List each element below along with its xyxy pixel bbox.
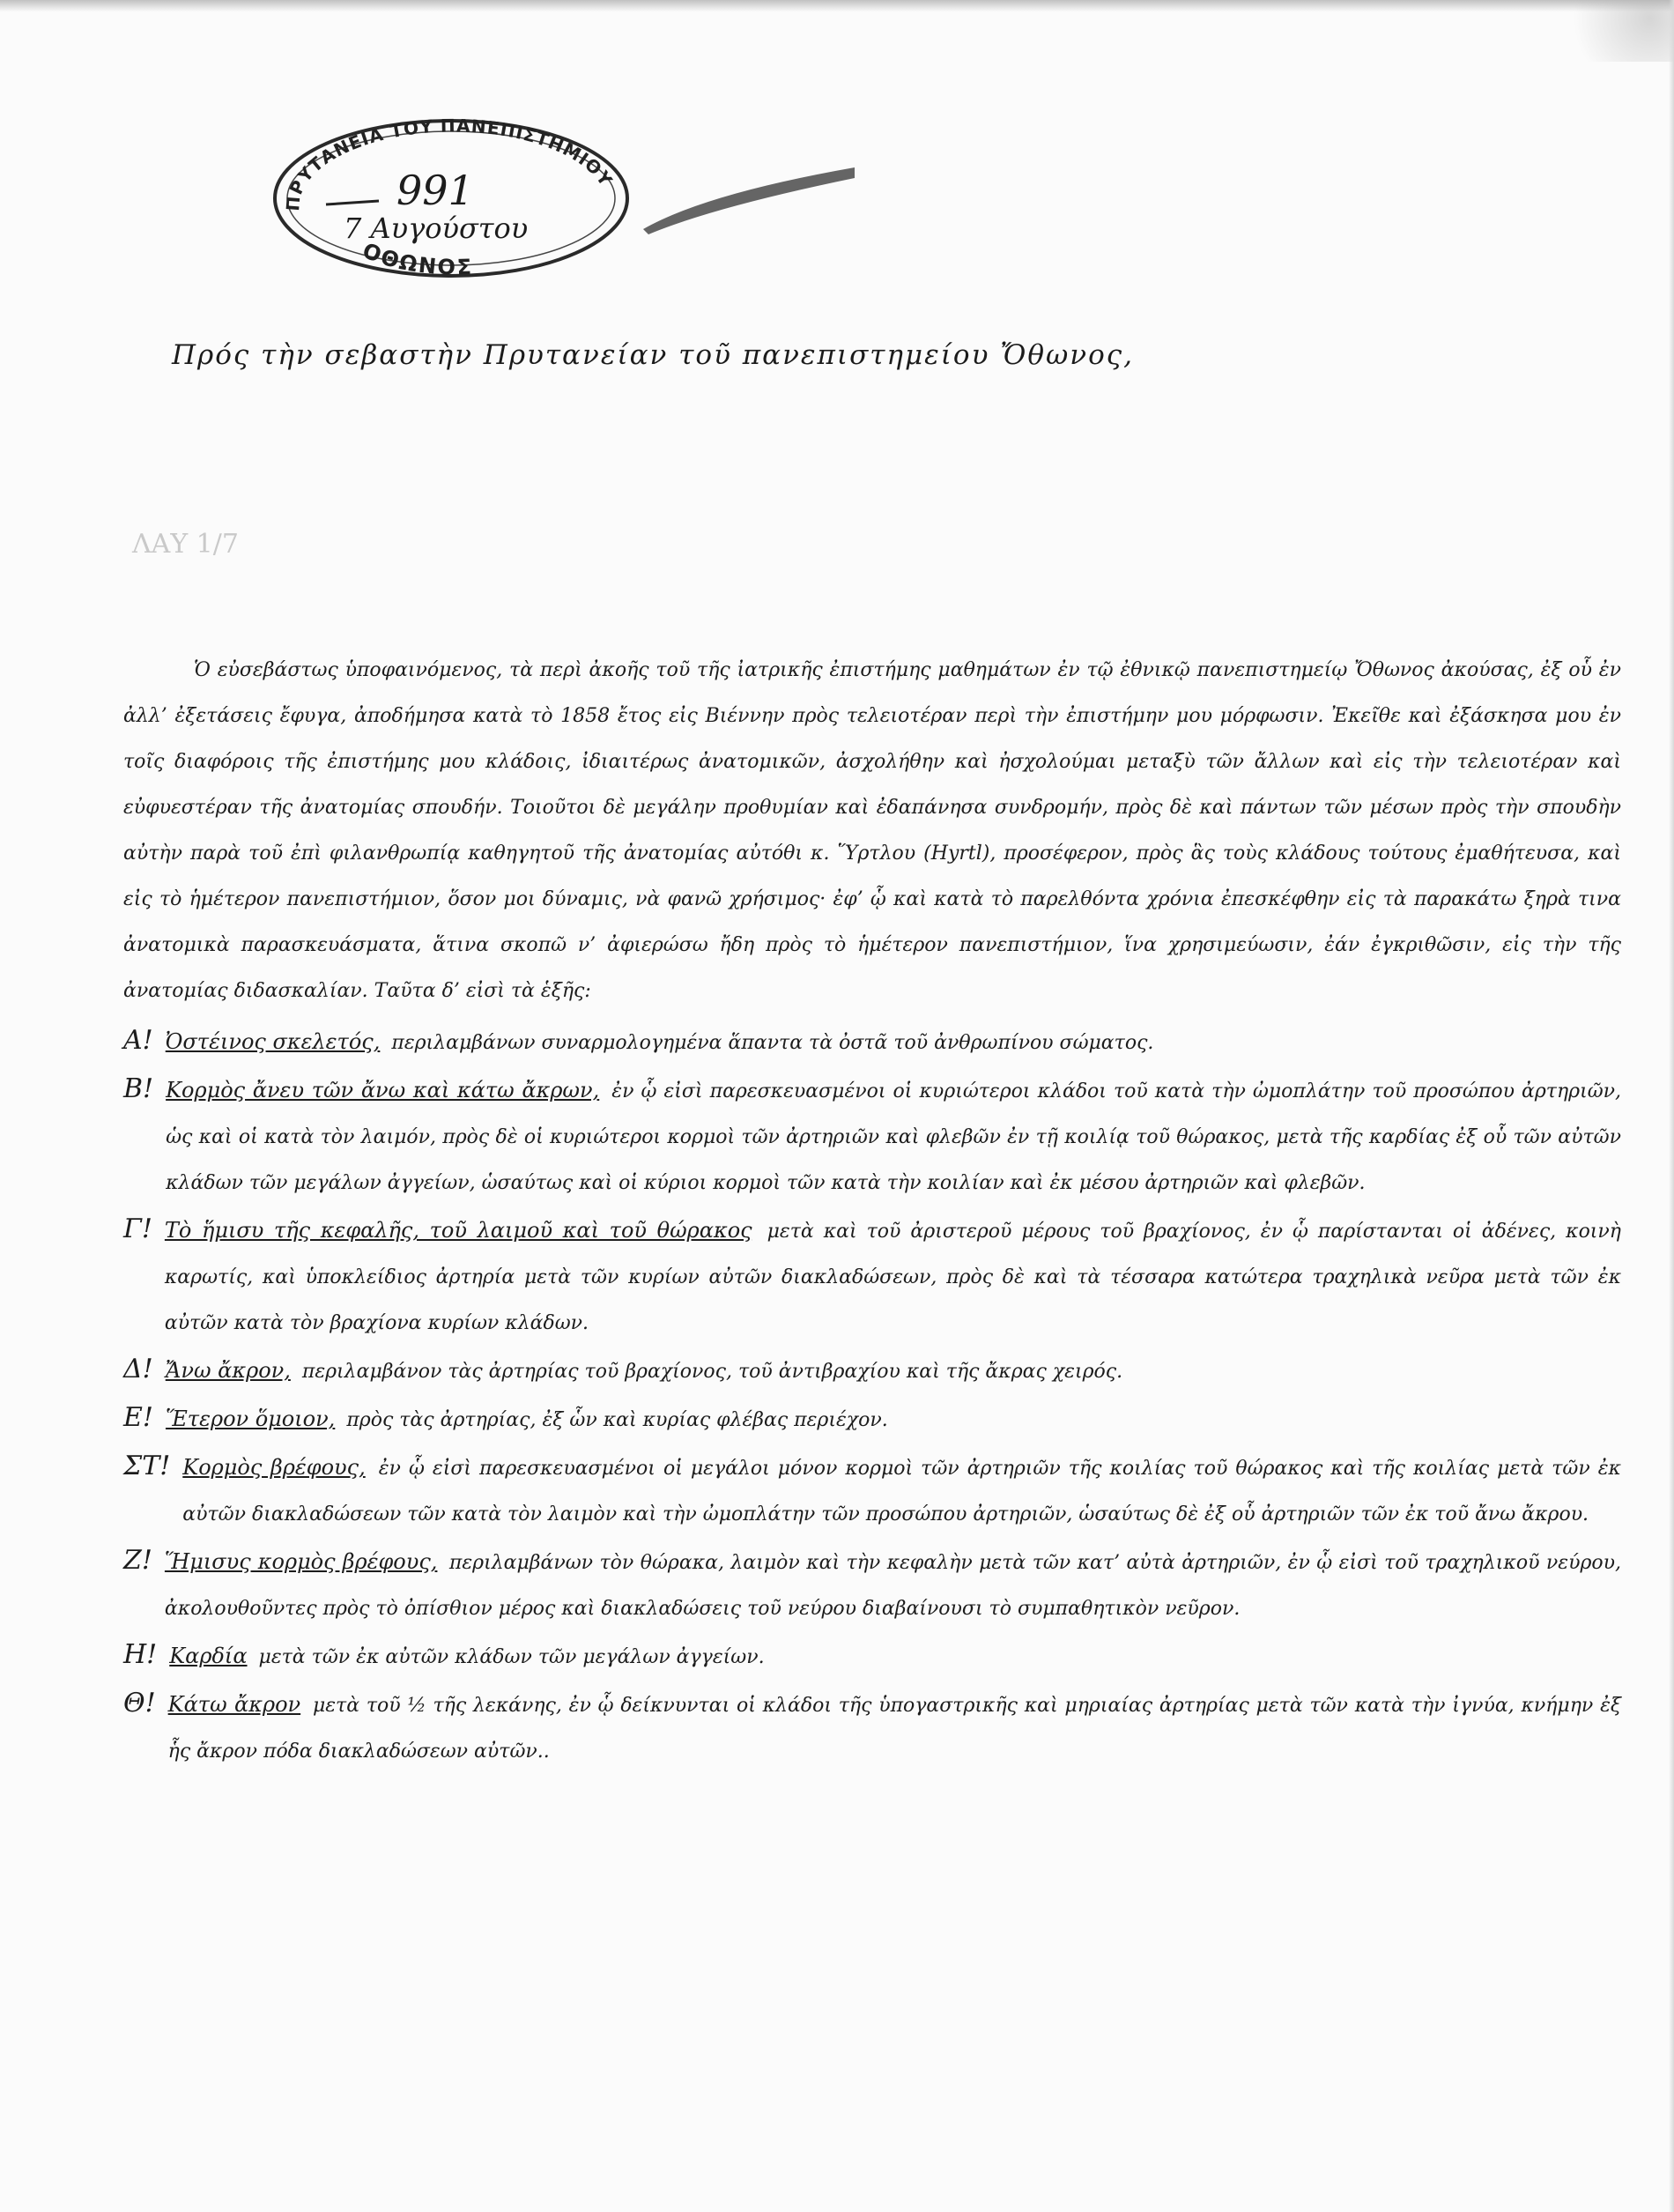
list-item-text	[166, 1396, 1621, 1444]
list-item-body: ἐν ᾧ εἰσὶ παρεσκευασμένοι οἱ μεγάλοι μόνον κορμοὶ τῶν ἀρτηριῶν τῆς κοιλίας τοῦ θώρακος καὶ τῆς κοιλίας μετὰ τῶν ἐκ αὐτῶν διακλαδώσεων τῶν κατὰ τὸν λαιμὸν καὶ τὴν ὠμοπλάτην τῶν προσώπου ἀρτηριῶν, ὡσαύτως δὲ ἐξ οὗ ἀρτηριῶν τῶν ἐκ τοῦ ἄνω ἄκρου.	[182, 1458, 1621, 1525]
list-item-number: Ε!	[123, 1402, 153, 1433]
scan-top-edge	[0, 0, 1674, 12]
list-item-title: Ἥμισυς κορμὸς βρέφους,	[164, 1549, 438, 1574]
scan-right-edge	[1669, 0, 1674, 2212]
list-item-number: Δ!	[123, 1354, 153, 1384]
list-item-title: Ὀστέινος σκελετός,	[165, 1029, 381, 1054]
list-item-title: Κορμὸς βρέφους,	[182, 1455, 366, 1480]
list-item-body: μετὰ τῶν ἐκ αὐτῶν κλάδων τῶν μεγάλων ἀγγείων.	[258, 1646, 765, 1668]
list-item-title: Ἕτερον ὅμοιον,	[165, 1407, 336, 1431]
list-item	[123, 1206, 1621, 1347]
list-item-body: περιλαμβάνων συναρμολογημένα ἅπαντα τὰ ὀστᾶ τοῦ ἀνθρωπίνου σώματος.	[391, 1032, 1154, 1054]
list-item-number: Η!	[123, 1639, 158, 1670]
faint-reverse-mark: ΛΑΥ 1/7	[132, 529, 239, 560]
list-item	[123, 1347, 1621, 1395]
stamp-date: 7 Αυγούστου	[344, 212, 529, 245]
scan-corner-noise	[1551, 0, 1674, 62]
list-item-text	[165, 1539, 1621, 1632]
list-item-body: ἐν ᾧ εἰσὶ παρεσκευασμένοι οἱ κυριώτεροι κλάδοι τοῦ κατὰ τὴν ὠμοπλάτην τοῦ προσώπου ἀρτηριῶν, ὡς καὶ οἱ κατὰ τὸν λαιμόν, πρὸς δὲ οἱ κυριώτεροι κορμοὶ τῶν ἀρτηριῶν καὶ φλεβῶν ἐν τῇ κοιλίᾳ τοῦ θώρακος, μετὰ τῆς καρδίας ἐξ οὗ τῶν αὐτῶν κλάδων τῶν μεγάλων ἀγγείων, ὡσαύτως καὶ οἱ κύριοι κορμοὶ τῶν κατὰ τὴν κοιλίαν καὶ ἐκ μέσου ἀρτηριῶν καὶ φλεβῶν.	[166, 1080, 1621, 1194]
list-item	[123, 1018, 1621, 1066]
list-item	[123, 1395, 1621, 1444]
ink-smudge	[634, 159, 863, 238]
list-item	[123, 1444, 1621, 1538]
list-item-number: Γ!	[123, 1214, 152, 1244]
letter-body	[123, 648, 1621, 1775]
list-item-body: πρὸς τὰς ἀρτηρίας, ἐξ ὧν καὶ κυρίας φλέβας περιέχον.	[346, 1409, 888, 1431]
list-item	[123, 1538, 1621, 1632]
list-item-number: Α!	[123, 1025, 153, 1056]
list-item	[123, 1066, 1621, 1206]
stamp-bottom-text: ΟΘΩΝΟΣ	[359, 238, 474, 280]
list-item-number: Β!	[123, 1073, 154, 1104]
list-item	[123, 1681, 1621, 1775]
list-item-body: περιλαμβάνων τὸν θώρακα, λαιμὸν καὶ τὴν κεφαλὴν μετὰ τῶν κατ’ αὐτὰ ἀρτηριῶν, ἐν ᾧ εἰσὶ τοῦ τραχηλικοῦ νεύρου, ἀκολουθοῦντες πρὸς τὸ ὀπίσθιον μέρος καὶ διακλαδώσεις τοῦ νεύρου διαβαίνουσι τὸ συμπαθητικὸν νεῦρον.	[164, 1552, 1622, 1620]
list-item-text	[165, 1207, 1621, 1347]
list-item-text	[169, 1633, 1621, 1681]
specimen-list	[123, 1018, 1621, 1775]
list-item	[123, 1632, 1621, 1681]
list-item-title: Καρδία	[169, 1644, 248, 1668]
address-line: Πρός τὴν σεβαστὴν Πρυτανείαν τοῦ πανεπιστημείου Ὄθωνος,	[172, 339, 1134, 371]
list-item-number: ΣΤ!	[123, 1451, 171, 1481]
stamp-outer-text: ΠΡΥΤΑΝΕΙΑ ΤΟΥ ΠΑΝΕΠΙΣΤΗΜΙΟΥ	[282, 115, 618, 212]
list-item-body: μετὰ καὶ τοῦ ἀριστεροῦ μέρους τοῦ βραχίονος, ἐν ᾧ παρίστανται οἱ ἀδένες, κοινὴ καρωτίς, καὶ ὑποκλείδιος ἀρτηρία μετὰ τῶν κυρίων αὐτῶν διακλαδώσεων, πρὸς δὲ καὶ τὰ τέσσαρα κατώτερα τραχηλικὰ νεῦρα μετὰ τῶν ἐκ αὐτῶν κατὰ τὸν βραχίονα κυρίων κλάδων.	[164, 1221, 1621, 1334]
list-item-title: Κάτω ἄκρον	[167, 1692, 301, 1717]
list-item-text	[166, 1067, 1621, 1206]
letter-opening-paragraph: Ὁ εὐσεβάστως ὑποφαινόμενος, τὰ περὶ ἀκοῆς τοῦ τῆς ἰατρικῆς ἐπιστήμης μαθημάτων ἐν τῷ ἐθνικῷ πανεπιστημείῳ Ὄθωνος ἀκούσας, ἐξ οὗ ἐν ἀλλ’ ἐξετάσεις ἔφυγα, ἀποδήμησα κατὰ τὸ 1858 ἔτος εἰς Βιέννην πρὸς τελειοτέραν περὶ τὴν ἐπιστήμην μου μόρφωσιν. Ἐκεῖθε καὶ ἐξάσκησα μου ἐν τοῖς διαφόροις τῆς ἐπιστήμης μου κλάδοις, ἰδιαιτέρως ἀνατομικῶν, ἀσχολήθην καὶ ἠσχολούμαι μεταξὺ τῶν ἄλλων καὶ εἰς τὴν τελειοτέραν καὶ εὐφυεστέραν τῆς ἀνατομίας σπουδήν. Τοιοῦτοι δὲ μεγάλην προθυμίαν καὶ ἐδαπάνησα συνδρομήν, πρὸς δὲ καὶ πάντων τῶν μέσων πρὸς τὴν σπουδὴν αὐτὴν παρὰ τοῦ ἐπὶ φιλανθρωπίᾳ καθηγητοῦ τῆς ἀνατομίας αὐτόθι κ. Ὕρτλου (Hyrtl), προσέφερον, πρὸς ἃς τοὺς κλάδους τούτους ἐμαθήτευσα, καὶ εἰς τὸ ἡμέτερον πανεπιστήμιον, ὅσον μοι δύναμις, νὰ φανῶ χρήσιμος· ἐφ’ ᾧ καὶ κατὰ τὸ παρελθόντα χρόνια ἐπεσκέφθην εἰς τὰ παρακάτω ξηρὰ τινα ἀνατομικὰ παρασκευάσματα, ἅτινα σκοπῶ ν’ ἀφιερώσω ἤδη πρὸς τὸ ἡμέτερον πανεπιστήμιον, ἵνα χρησιμεύωσιν, ἐάν ἐγκριθῶσιν, εἰς τὴν τῆς ἀνατομίας διδασκαλίαν. Ταῦτα δ’ εἰσὶ τὰ ἑξῆς:	[123, 659, 1621, 1002]
list-item-number: Θ!	[123, 1688, 156, 1718]
list-item-title: Ἄνω ἄκρον,	[165, 1358, 291, 1383]
list-item-text	[168, 1681, 1621, 1775]
list-item-body: μετὰ τοῦ ½ τῆς λεκάνης, ἐν ᾧ δείκνυνται οἱ κλάδοι τῆς ὑπογαστρικῆς καὶ μηριαίας ἀρτηρίας μετὰ τῶν κατὰ τὴν ἰγνύα, κνήμην ἐξ ἧς ἄκρον πόδα διακλαδώσεων αὐτῶν..	[167, 1695, 1621, 1763]
list-item-text	[166, 1347, 1621, 1395]
list-item-title: Κορμὸς ἄνευ τῶν ἄνω καὶ κάτω ἄκρων,	[166, 1078, 600, 1102]
list-item-text	[182, 1444, 1621, 1538]
university-stamp	[264, 106, 634, 282]
list-item-body: περιλαμβάνον τὰς ἀρτηρίας τοῦ βραχίονος, τοῦ ἀντιβραχίου καὶ τῆς ἄκρας χειρός.	[301, 1361, 1123, 1383]
stamp-number: 991	[396, 167, 474, 214]
list-item-number: Ζ!	[123, 1545, 152, 1576]
list-item-text	[166, 1019, 1621, 1066]
list-item-title: Τὸ ἥμισυ τῆς κεφαλῆς, τοῦ λαιμοῦ καὶ τοῦ θώρακος	[164, 1218, 752, 1243]
